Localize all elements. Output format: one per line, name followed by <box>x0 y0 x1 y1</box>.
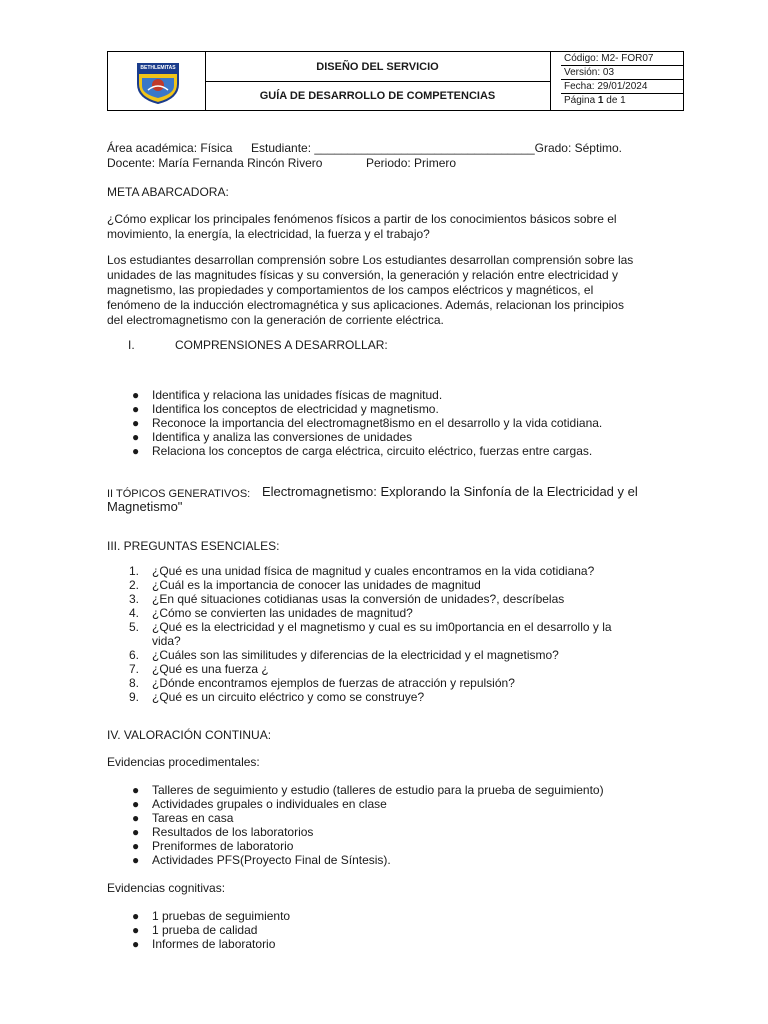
logo-text: BETHLEMITAS <box>140 65 176 71</box>
list-item: ● Identifica y relaciona las unidades físicas de magnitud. <box>132 388 443 402</box>
list-item: ● Relaciona los conceptos de carga eléctrica, circuito eléctrico, fuerzas entre cargas. <box>132 444 593 458</box>
teacher-label: Docente: María Fernanda Rincón Rivero <box>107 156 323 170</box>
list-item: 8. ¿Dónde encontramos ejemplos de fuerzas de atracción y repulsión? <box>129 676 515 690</box>
list-item: ● Identifica y analiza las conversiones de unidades <box>132 430 413 444</box>
list-item: ● Identifica los conceptos de electricidad y magnetismo. <box>132 402 439 416</box>
doc-date: Fecha: 29/01/2024 <box>561 80 683 94</box>
section1-numeral: I. <box>128 338 135 352</box>
comprehension-list <box>132 388 603 458</box>
list-item: ● Talleres de seguimiento y estudio (talleres de estudio para la prueba de seguimiento) <box>132 783 604 797</box>
list-item: 5. ¿Qué es la electricidad y el magnetismo y cual es su im0portancia en el desarrollo y la <box>129 620 612 634</box>
meta-paragraph-2: unidades de las magnitudes físicas y su conversión, la generación y relación entre electricidad y <box>107 268 618 282</box>
list-item: 7. ¿Qué es una fuerza ¿ <box>129 662 269 676</box>
cognitive-heading: Evidencias cognitivas: <box>107 881 226 895</box>
header-title-service: DISEÑO DEL SERVICIO <box>205 52 550 82</box>
procedural-list <box>132 783 604 867</box>
topic-line-2: Magnetismo" <box>107 499 183 514</box>
procedural-heading: Evidencias procedimentales: <box>107 755 260 769</box>
section3-heading: III. PREGUNTAS ESENCIALES: <box>107 539 280 553</box>
section1-heading: COMPRENSIONES A DESARROLLAR: <box>175 338 388 352</box>
list-item: 9. ¿Qué es un circuito eléctrico y como se construye? <box>129 690 425 704</box>
period-label: Periodo: Primero <box>366 156 457 170</box>
doc-code: Código: M2- FOR07 <box>561 52 683 66</box>
meta-question-1: ¿Cómo explicar los principales fenómenos físicos a partir de los conocimientos básicos sobre el <box>107 212 617 226</box>
list-item: 4. ¿Cómo se convierten las unidades de magnitud? <box>129 606 413 620</box>
meta-heading: META ABARCADORA: <box>107 185 229 199</box>
list-item: ● Tareas en casa <box>132 811 234 825</box>
meta-question-2: movimiento, la energía, la electricidad, la fuerza y el trabajo? <box>107 227 430 241</box>
topic-line-1: Electromagnetismo: Explorando la Sinfonía de la Electricidad y el <box>262 484 638 499</box>
doc-page: Página 1 de 1 <box>564 95 626 106</box>
logo-cell <box>108 52 206 110</box>
list-item: vida? <box>152 634 181 648</box>
header-table <box>107 51 684 111</box>
meta-paragraph-1: Los estudiantes desarrollan comprensión sobre Los estudiantes desarrollan comprensión sobre las <box>107 253 634 267</box>
meta-paragraph-4: fenómeno de la inducción electromagnética y sus aplicaciones. Además, relacionan los principios <box>107 298 624 312</box>
list-item: 1. ¿Qué es una unidad física de magnitud y cuales encontramos en la vida cotidiana? <box>129 564 595 578</box>
list-item: 6. ¿Cuáles son las similitudes y diferencias de la electricidad y el magnetismo? <box>129 648 559 662</box>
doc-version: Versión: 03 <box>561 66 683 80</box>
list-item: ● Actividades grupales o individuales en clase <box>132 797 387 811</box>
list-item: 3. ¿En qué situaciones cotidianas usas la conversión de unidades?, descríbelas <box>129 592 565 606</box>
questions-list <box>129 564 612 704</box>
list-item: ● 1 prueba de calidad <box>132 923 258 937</box>
list-item: ● Reconoce la importancia del electromagnet8ismo en el desarrollo y la vida cotidiana. <box>132 416 603 430</box>
section2-label: II TÓPICOS GENERATIVOS: <box>107 488 251 500</box>
meta-paragraph-3: magnetismo, las propiedades y comportamientos de los campos eléctricos y magnéticos, el <box>107 283 594 297</box>
school-logo <box>134 58 182 104</box>
list-item: ● Resultados de los laboratorios <box>132 825 314 839</box>
cognitive-list <box>132 909 291 951</box>
student-field: Estudiante: _________________________________Grado: Séptimo. <box>251 141 622 155</box>
meta-paragraph-5: del electromagnetismo con la generación de corriente eléctrica. <box>107 313 444 327</box>
list-item: ● Informes de laboratorio <box>132 937 276 951</box>
list-item: ● 1 pruebas de seguimiento <box>132 909 291 923</box>
header-title-guide: GUÍA DE DESARROLLO DE COMPETENCIAS <box>259 89 496 102</box>
list-item: ● Actividades PFS(Proyecto Final de Síntesis). <box>132 853 391 867</box>
list-item: 2. ¿Cuál es la importancia de conocer las unidades de magnitud <box>129 578 481 592</box>
section4-heading: IV. VALORACIÓN CONTINUA: <box>107 728 272 742</box>
area-label: Área académica: Física <box>107 141 233 155</box>
header-meta <box>561 52 683 110</box>
list-item: ● Preniformes de laboratorio <box>132 839 294 853</box>
